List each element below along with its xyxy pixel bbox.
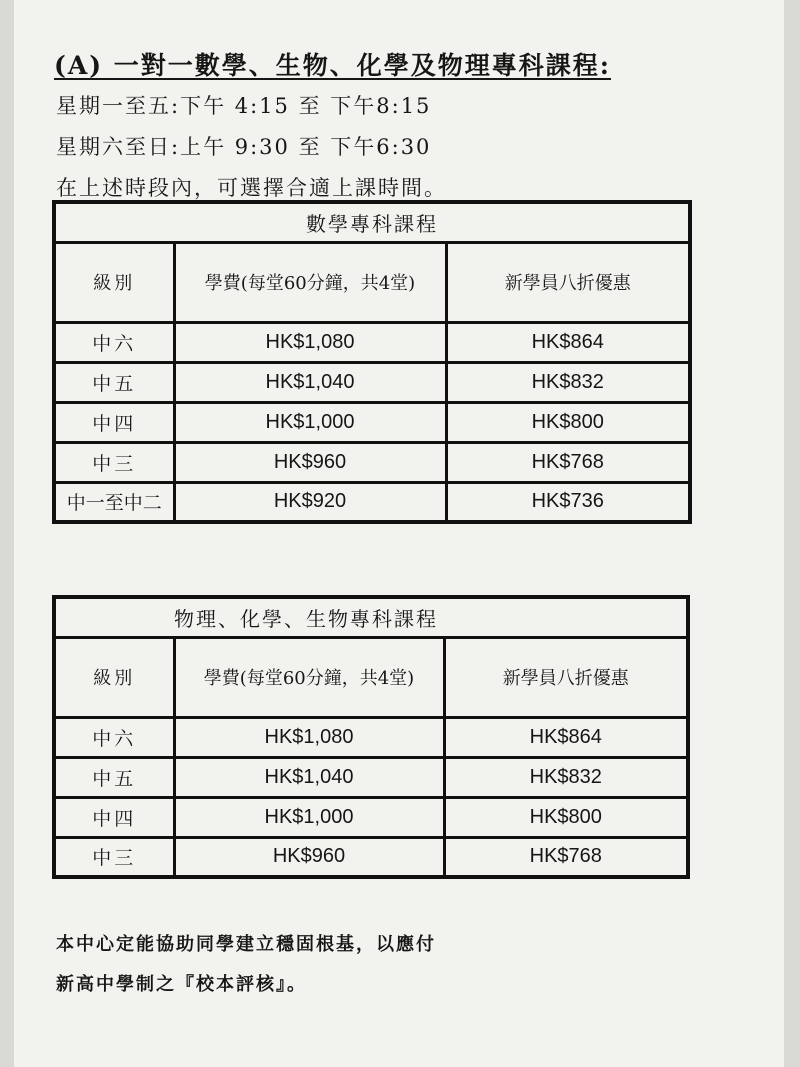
level-cell: 中三 [54, 837, 174, 877]
level-cell: 中五 [54, 757, 174, 797]
header-fee: 學費(每堂60分鐘，共4堂) [174, 637, 444, 717]
discount-cell: HK$832 [444, 757, 688, 797]
fee-cell: HK$1,000 [174, 402, 446, 442]
table-caption: 物理、化學、生物專科課程 [54, 597, 688, 637]
fee-cell: HK$1,040 [174, 362, 446, 402]
discount-cell: HK$800 [446, 402, 690, 442]
discount-cell: HK$768 [444, 837, 688, 877]
schedule-note: 在上述時段內，可選擇合適上課時間。 [56, 176, 447, 200]
table-row [54, 322, 690, 362]
table-caption-row [54, 202, 690, 242]
table-row [54, 362, 690, 402]
table-row [54, 482, 690, 522]
discount-cell: HK$800 [444, 797, 688, 837]
table-row [54, 837, 688, 877]
table-row [54, 757, 688, 797]
level-cell: 中六 [54, 322, 174, 362]
level-cell: 中四 [54, 402, 174, 442]
table-header-row [54, 242, 690, 322]
schedule-weekend: 星期六至日:上午 9:30 至 下午6:30 [56, 135, 432, 159]
table-caption-row [54, 597, 688, 637]
fee-cell: HK$1,080 [174, 322, 446, 362]
page-title: (A) 一對一數學、生物、化學及物理專科課程: [54, 51, 611, 80]
table-caption: 數學專科課程 [54, 202, 690, 242]
footer-line-2: 新高中學制之『校本評核』。 [56, 974, 307, 995]
level-cell: 中五 [54, 362, 174, 402]
discount-cell: HK$736 [446, 482, 690, 522]
fee-cell: HK$1,000 [174, 797, 444, 837]
level-cell: 中六 [54, 717, 174, 757]
science-fee-table [52, 595, 690, 879]
schedule-weekday: 星期一至五:下午 4:15 至 下午8:15 [56, 94, 432, 118]
header-discount: 新學員八折優惠 [446, 242, 690, 322]
table-row [54, 717, 688, 757]
header-fee: 學費(每堂60分鐘，共4堂) [174, 242, 446, 322]
table-row [54, 402, 690, 442]
header-level: 級別 [54, 242, 174, 322]
level-cell: 中四 [54, 797, 174, 837]
fee-cell: HK$920 [174, 482, 446, 522]
math-fee-table [52, 200, 692, 524]
discount-cell: HK$864 [444, 717, 688, 757]
table-row [54, 797, 688, 837]
discount-cell: HK$832 [446, 362, 690, 402]
discount-cell: HK$864 [446, 322, 690, 362]
footer-line-1: 本中心定能協助同學建立穩固根基，以應付 [56, 934, 436, 955]
header-level: 級別 [54, 637, 174, 717]
discount-cell: HK$768 [446, 442, 690, 482]
table-header-row [54, 637, 688, 717]
fee-cell: HK$960 [174, 837, 444, 877]
level-cell: 中一至中二 [54, 482, 174, 522]
fee-cell: HK$1,040 [174, 757, 444, 797]
level-cell: 中三 [54, 442, 174, 482]
fee-cell: HK$960 [174, 442, 446, 482]
table-row [54, 442, 690, 482]
fee-cell: HK$1,080 [174, 717, 444, 757]
header-discount: 新學員八折優惠 [444, 637, 688, 717]
